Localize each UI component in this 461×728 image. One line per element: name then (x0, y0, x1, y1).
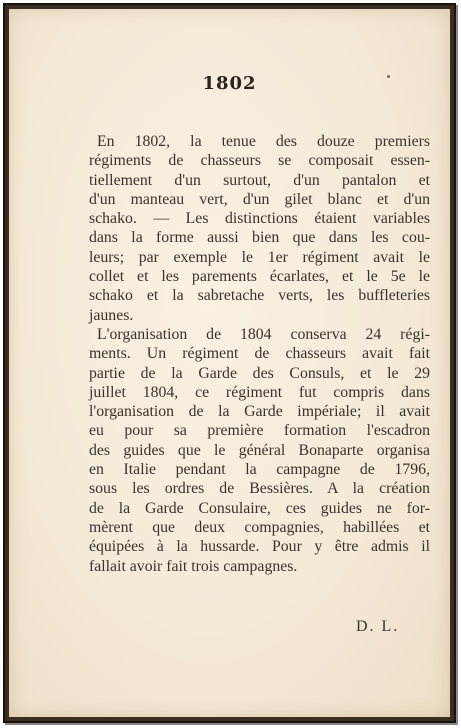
text-line: schako. — Les distinctions étaient variables (89, 210, 430, 228)
paragraph-1 (89, 132, 430, 325)
text-line: mèrent que deux compagnies, habillées et (89, 518, 430, 536)
page-frame (3, 3, 456, 723)
text-line: partie de la Garde des Consuls, et le 29 (89, 364, 430, 382)
text-line: leurs; par exemple le 1er régiment avait le (89, 248, 430, 266)
text-line: de la Garde Consulaire, ces guides ne for- (89, 499, 430, 517)
text-line: l'organisation de la Garde impériale; il avait (89, 403, 430, 421)
text-line: L'organisation de 1804 conserva 24 régi- (97, 325, 430, 343)
year-heading: 1802 (202, 73, 257, 94)
text-line: ments. Un régiment de chasseurs avait fait (89, 345, 430, 363)
text-line: d'un manteau vert, d'un gilet blanc et d'un (89, 190, 430, 208)
ink-speck (387, 75, 390, 78)
text-line: en Italie pendant la campagne de 1796, (89, 461, 430, 479)
text-line: sous les ordres de Bessières. A la création (89, 480, 430, 498)
text-line: régiments de chasseurs se composait essen- (89, 152, 430, 170)
text-line: dans la forme aussi bien que dans les cou- (89, 229, 430, 247)
text-line: tiellement d'un surtout, d'un pantalon et (89, 171, 430, 189)
paragraph-2 (89, 325, 430, 576)
text-line: collet et les parements écarlates, et le 5e le (89, 268, 430, 286)
text-line: En 1802, la tenue des douze premiers (97, 133, 430, 150)
text-line: eu pour sa première formation l'escadron (89, 422, 430, 440)
body-text (89, 132, 430, 576)
text-line: schako et la sabretache verts, les buffleteries (89, 287, 430, 305)
text-line: jaunes. (89, 306, 134, 324)
text-line: fallait avoir fait trois campagnes. (89, 557, 298, 575)
paper-page (9, 9, 450, 717)
text-line: juillet 1804, ce régiment fut compris dans (89, 383, 430, 401)
text-line: des guides que le général Bonaparte organisa (89, 441, 430, 459)
signature-initials: D. L. (356, 618, 400, 635)
text-line: équipées à la hussarde. Pour y être admis il (89, 538, 430, 556)
